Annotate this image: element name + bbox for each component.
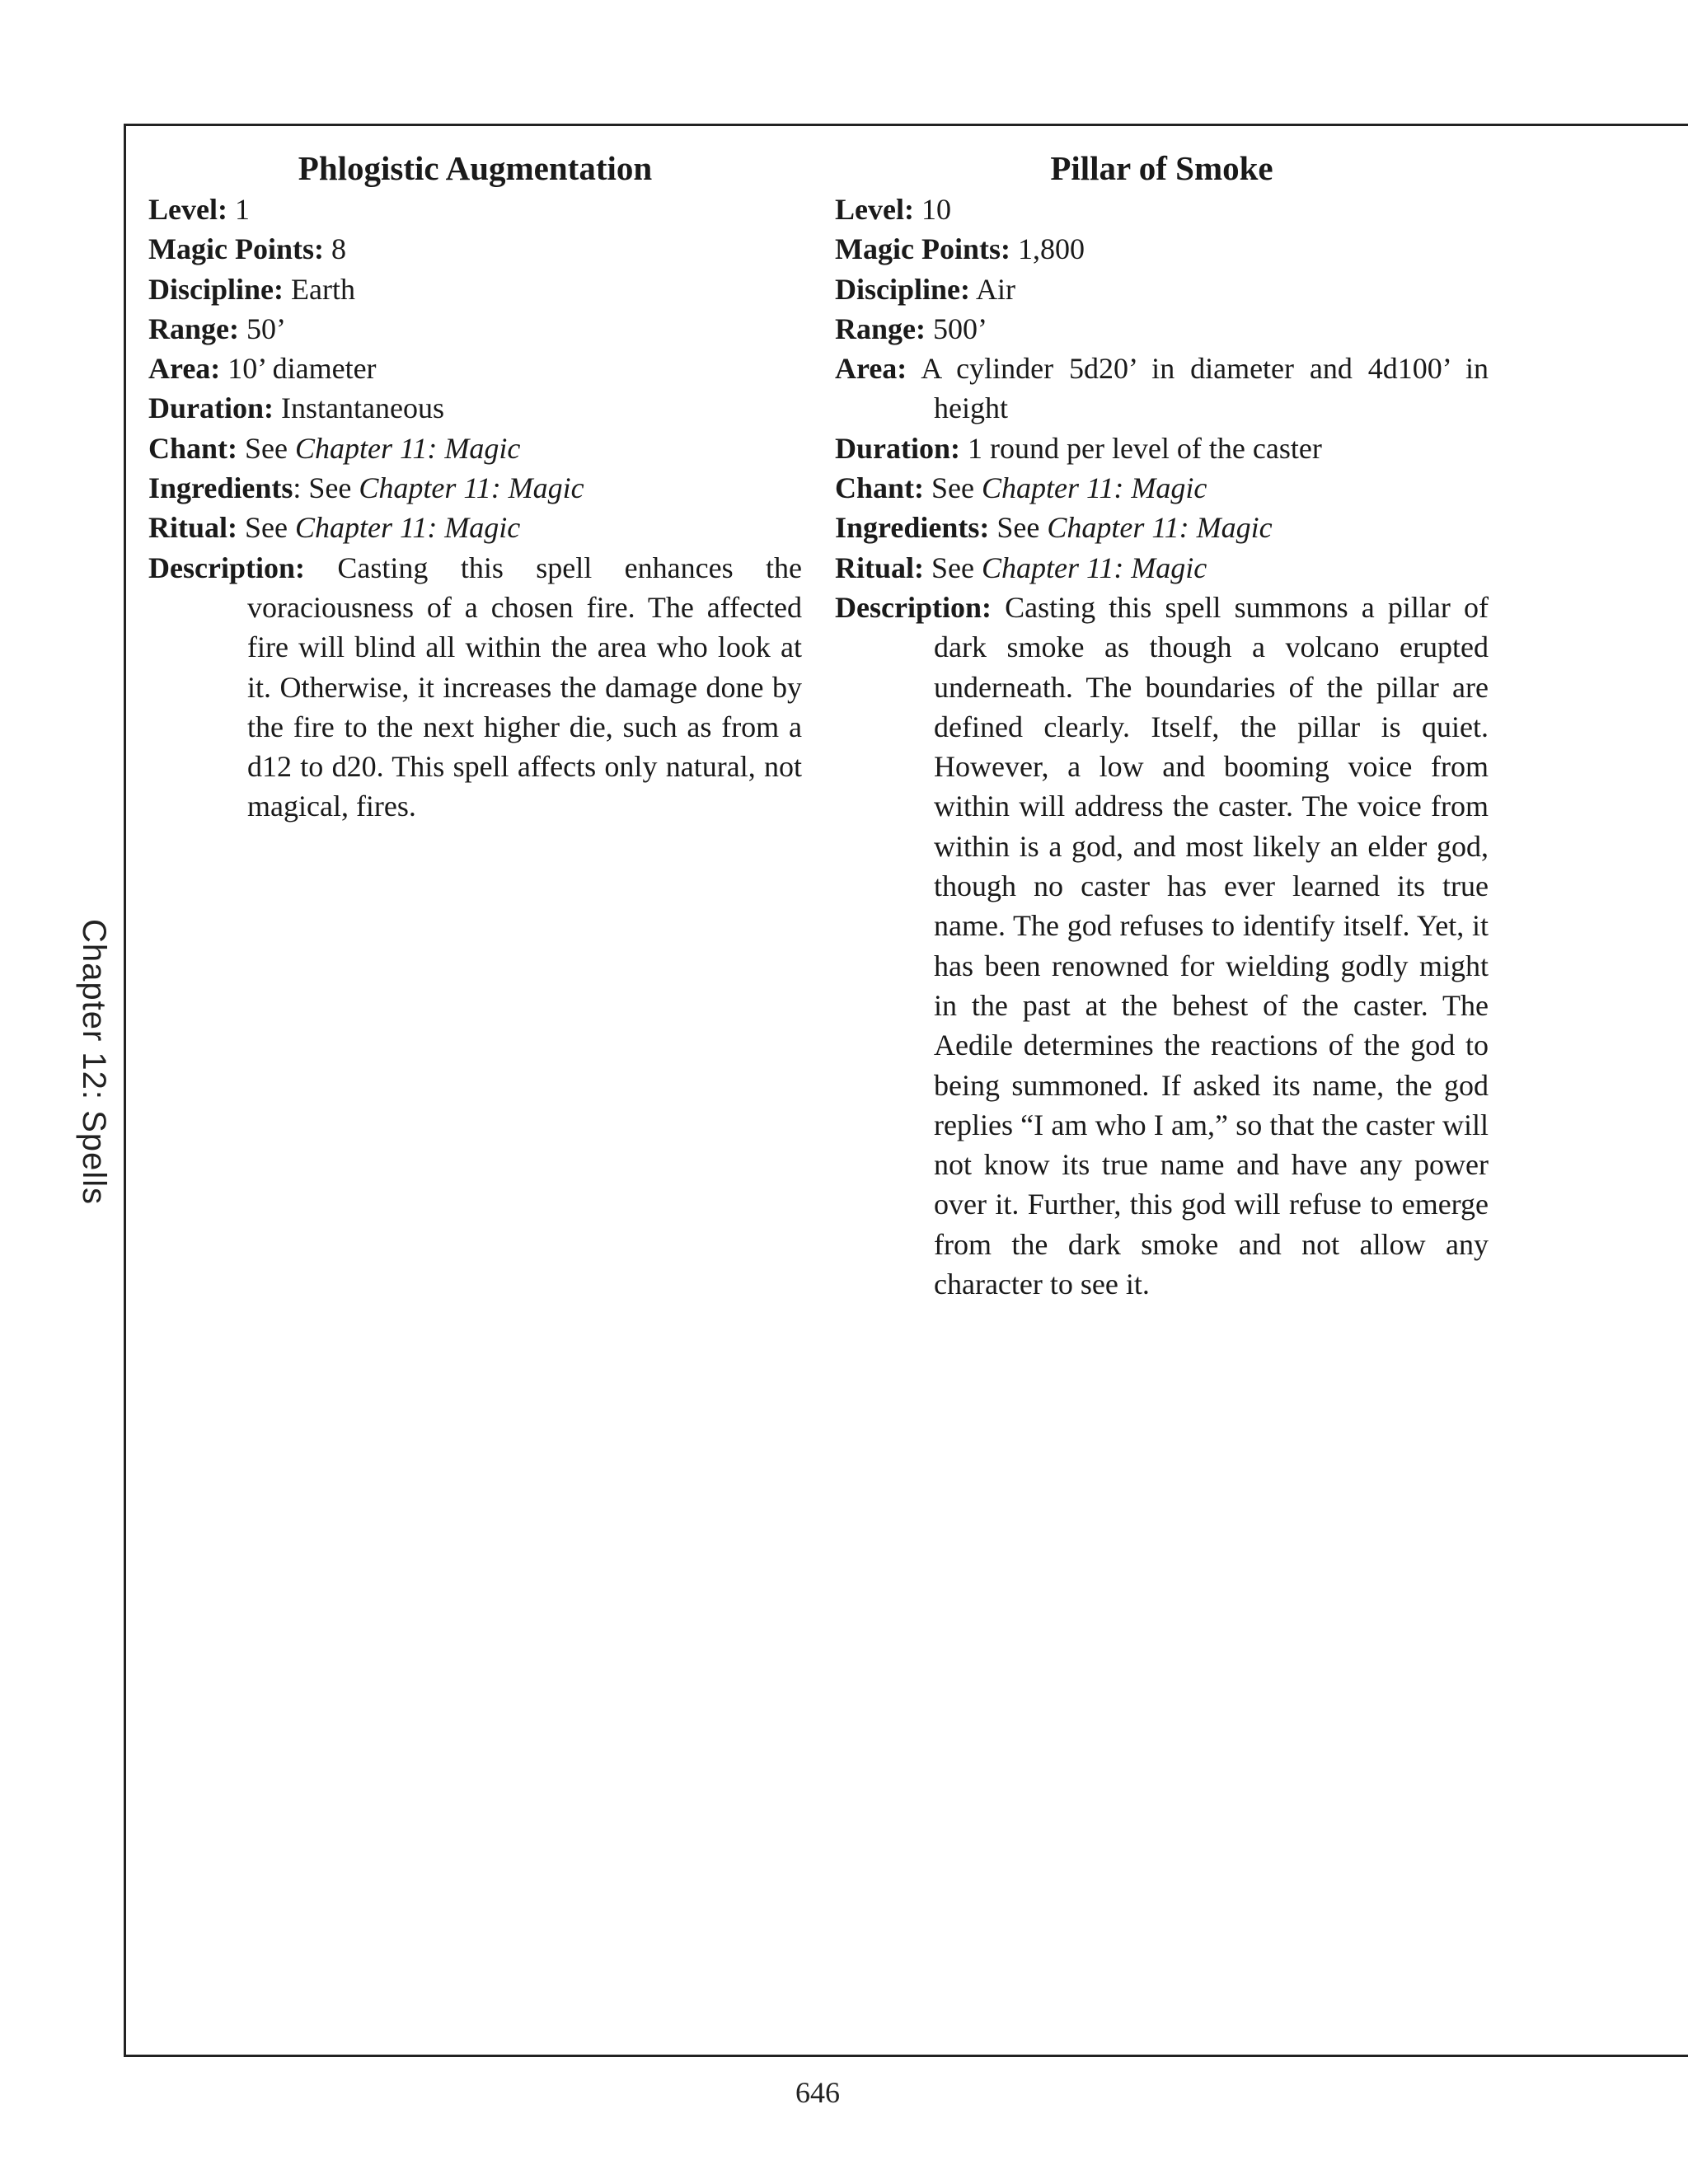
spell-entry-pillar-of-smoke	[835, 145, 1489, 1304]
spell-ritual: Ritual: See Chapter 11: Magic	[148, 511, 521, 545]
spell-area: Area: A cylinder 5d20’ in diameter and 4d100’ in height	[835, 352, 1489, 425]
spell-entry-phlogistic-augmentation	[148, 145, 802, 827]
spell-description: Description: Casting this spell summons a pillar of dark smoke as though a volcano erupted underneath. The boundaries of the pillar are defined clearly. Itself, the pillar is quiet. However, a low and booming voice from within will address the caster. The voice from within is a god, and most likely an elder god, though no caster has ever learned its true name. The god refuses to identify itself. Yet, it has been renowned for wielding godly might in the past at the behest of the caster. The Aedile determines the reactions of the god to being summoned. If asked its name, the god replies “I am who I am,” so that the caster will not know its true name and have any power over it. Further, this god will refuse to emerge from the dark smoke and not allow any character to see it.	[835, 590, 1489, 1301]
spell-magic-points: Magic Points: 8	[148, 232, 346, 266]
spell-duration: Duration: Instantaneous	[148, 391, 444, 425]
spell-level: Level: 10	[835, 193, 951, 226]
spell-title: Pillar of Smoke	[1050, 149, 1273, 187]
spell-area: Area: 10’ diameter	[148, 352, 377, 386]
spell-discipline: Discipline: Earth	[148, 272, 355, 306]
chapter-side-label: Chapter 12: Spells	[76, 918, 113, 1205]
spell-level: Level: 1	[148, 193, 250, 226]
spell-ingredients: Ingredients: See Chapter 11: Magic	[148, 471, 584, 505]
spell-duration: Duration: 1 round per level of the caster	[835, 431, 1322, 465]
spell-title: Phlogistic Augmentation	[298, 149, 653, 187]
spell-range: Range: 50’	[148, 312, 286, 345]
spell-chant: Chant: See Chapter 11: Magic	[835, 471, 1207, 505]
spell-magic-points: Magic Points: 1,800	[835, 232, 1085, 266]
spell-ingredients: Ingredients: See Chapter 11: Magic	[835, 511, 1273, 545]
page-number: 646	[795, 2076, 840, 2109]
spell-discipline: Discipline: Air	[835, 272, 1016, 306]
spell-range: Range: 500’	[835, 312, 987, 345]
spell-chant: Chant: See Chapter 11: Magic	[148, 431, 521, 465]
spell-description: Description: Casting this spell enhances the voraciousness of a chosen fire. The affected fire will blind all within the area who look at it. Otherwise, it increases the damage done by the fire to the next higher die, such as from a d12 to d20. This spell affects only natural, not magical, fires.	[148, 551, 802, 823]
spell-ritual: Ritual: See Chapter 11: Magic	[835, 551, 1207, 584]
